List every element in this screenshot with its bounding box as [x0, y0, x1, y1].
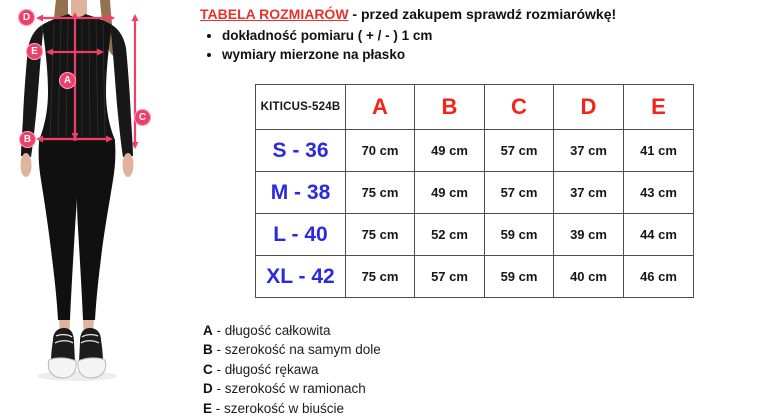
- value-cell: 59 cm: [485, 256, 554, 298]
- legend-text: szerokość w ramionach: [224, 381, 366, 397]
- measurement-marker-c: C: [134, 109, 151, 126]
- model-silhouette: [0, 0, 190, 420]
- table-row: [256, 214, 694, 256]
- column-header-c: C: [485, 85, 554, 130]
- note-item: • wymiary mierzone na płasko: [222, 45, 432, 64]
- value-cell: 39 cm: [554, 214, 624, 256]
- notes-list: [206, 26, 432, 64]
- value-cell: 75 cm: [346, 172, 415, 214]
- value-cell: 59 cm: [485, 214, 554, 256]
- value-cell: 75 cm: [346, 256, 415, 298]
- value-cell: 75 cm: [346, 214, 415, 256]
- measurement-marker-e: E: [26, 43, 43, 60]
- value-cell: 49 cm: [415, 172, 485, 214]
- column-header-d: D: [554, 85, 624, 130]
- product-code: KITICUS-524B: [256, 85, 346, 130]
- size-cell: M - 38: [256, 172, 346, 214]
- legend-letter: C: [203, 361, 213, 377]
- value-cell: 57 cm: [485, 130, 554, 172]
- value-cell: 40 cm: [554, 256, 624, 298]
- measurement-legend: [203, 321, 381, 418]
- legend-item: [203, 360, 381, 379]
- value-cell: 70 cm: [346, 130, 415, 172]
- legend-separator: -: [212, 400, 225, 416]
- column-header-b: B: [415, 85, 485, 130]
- legend-separator: -: [212, 381, 225, 397]
- value-cell: 44 cm: [624, 214, 694, 256]
- note-item: • dokładność pomiaru ( + / - ) 1 cm: [222, 26, 432, 45]
- table-header-row: [256, 85, 694, 130]
- page-title: [200, 6, 616, 22]
- value-cell: 41 cm: [624, 130, 694, 172]
- table-row: [256, 172, 694, 214]
- legend-text: długość całkowita: [224, 323, 331, 338]
- table-row: [256, 256, 694, 298]
- legend-item: [203, 379, 381, 398]
- legend-separator: -: [212, 342, 225, 358]
- legend-text: szerokość w biuście: [224, 400, 345, 416]
- legend-text: szerokość na samym dole: [224, 342, 381, 358]
- value-cell: 49 cm: [415, 130, 485, 172]
- value-cell: 46 cm: [624, 256, 694, 298]
- title-highlight: TABELA ROZMIARÓW: [200, 6, 349, 22]
- legend-separator: -: [212, 323, 225, 338]
- measurement-marker-a: A: [59, 72, 76, 89]
- column-header-e: E: [624, 85, 694, 130]
- value-cell: 43 cm: [624, 172, 694, 214]
- legend-letter: E: [203, 400, 213, 416]
- measurement-marker-d: D: [18, 9, 35, 26]
- title-suffix: - przed zakupem sprawdź rozmiarówkę!: [348, 6, 617, 22]
- table-row: [256, 130, 694, 172]
- legend-letter: B: [203, 342, 213, 358]
- column-header-a: A: [346, 85, 415, 130]
- value-cell: 57 cm: [415, 256, 485, 298]
- legend-text: długość rękawa: [224, 361, 319, 377]
- model-photo: [0, 0, 190, 420]
- size-cell: XL - 42: [256, 256, 346, 298]
- legend-item: [203, 321, 381, 340]
- legend-letter: A: [203, 323, 213, 338]
- legend-letter: D: [203, 381, 213, 397]
- value-cell: 37 cm: [554, 172, 624, 214]
- size-cell: L - 40: [256, 214, 346, 256]
- value-cell: 52 cm: [415, 214, 485, 256]
- size-table: [255, 84, 694, 298]
- legend-item: [203, 340, 381, 359]
- value-cell: 57 cm: [485, 172, 554, 214]
- legend-separator: -: [212, 361, 225, 377]
- value-cell: 37 cm: [554, 130, 624, 172]
- legend-item: [203, 399, 381, 418]
- size-cell: S - 36: [256, 130, 346, 172]
- measurement-marker-b: B: [19, 131, 36, 148]
